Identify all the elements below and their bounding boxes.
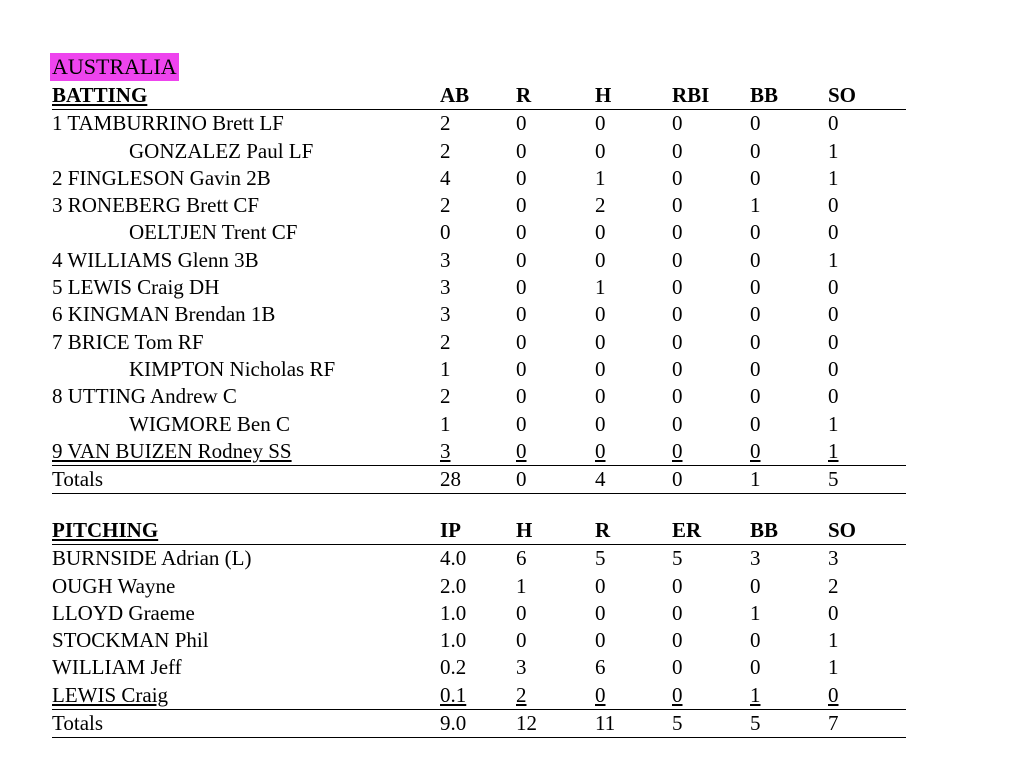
totals-cell: 5 xyxy=(672,711,683,736)
pitching-column-header: BB xyxy=(750,518,779,542)
stat-cell: 2 xyxy=(440,193,451,218)
batting-column-header: SO xyxy=(828,83,857,107)
stat-cell: 0 xyxy=(828,111,839,136)
team-name: AUSTRALIA xyxy=(52,54,177,79)
totals-cell: 11 xyxy=(595,711,616,736)
batting-row xyxy=(52,383,906,410)
pitching-title: PITCHING xyxy=(52,518,159,542)
stat-cell: 1 xyxy=(595,165,606,190)
totals-cell: 0 xyxy=(516,467,527,492)
stat-cell: 1 xyxy=(750,682,761,707)
stat-cell: 0 xyxy=(750,573,761,598)
stat-cell: 0 xyxy=(516,302,527,327)
stat-cell: 1 xyxy=(750,600,761,625)
totals-cell: 5 xyxy=(750,711,761,736)
stat-cell: 0 xyxy=(672,111,683,136)
stat-cell: 0 xyxy=(828,682,839,707)
stat-cell: 0 xyxy=(516,438,527,463)
batting-column-header: AB xyxy=(440,83,470,107)
stat-cell: 6 xyxy=(595,655,606,680)
player-name: 2 FINGLESON Gavin 2B xyxy=(52,165,271,190)
stat-cell: 0 xyxy=(750,384,761,409)
stat-cell: 4.0 xyxy=(440,546,467,571)
stat-cell: 1 xyxy=(828,165,839,190)
stat-cell: 0 xyxy=(750,165,761,190)
totals-cell: 0 xyxy=(672,467,683,492)
stat-cell: 0 xyxy=(750,220,761,245)
stat-cell: 0 xyxy=(595,600,606,625)
stat-cell: 0 xyxy=(672,275,683,300)
stat-cell: 1 xyxy=(750,193,761,218)
stat-cell: 0 xyxy=(828,329,839,354)
pitching-column-header: SO xyxy=(828,518,857,542)
stat-cell: 0 xyxy=(672,573,683,598)
stat-cell: 0 xyxy=(750,138,761,163)
stat-cell: 2 xyxy=(440,384,451,409)
batting-title: BATTING xyxy=(52,83,148,107)
stat-cell: 0 xyxy=(828,193,839,218)
stat-cell: 1 xyxy=(828,628,839,653)
player-name: WILLIAM Jeff xyxy=(52,655,182,680)
stat-cell: 2 xyxy=(516,682,527,707)
totals-label: Totals xyxy=(52,467,104,492)
stat-cell: 0 xyxy=(750,302,761,327)
stat-cell: 0 xyxy=(516,329,527,354)
stat-cell: 0 xyxy=(672,193,683,218)
player-name: OUGH Wayne xyxy=(52,573,176,598)
stat-cell: 2 xyxy=(440,138,451,163)
stat-cell: 3 xyxy=(828,546,839,571)
stat-cell: 0 xyxy=(516,111,527,136)
stat-cell: 0 xyxy=(750,356,761,381)
stat-cell: 0.2 xyxy=(440,655,467,680)
player-name: 6 KINGMAN Brendan 1B xyxy=(52,302,276,327)
stat-cell: 0 xyxy=(595,411,606,436)
stat-cell: 3 xyxy=(440,247,451,272)
pitching-column-header: ER xyxy=(672,518,702,542)
stat-cell: 1 xyxy=(595,275,606,300)
stat-cell: 1 xyxy=(828,438,839,463)
batting-column-header: BB xyxy=(750,83,779,107)
pitching-column-header: H xyxy=(516,518,533,542)
stat-cell: 0 xyxy=(828,220,839,245)
stat-cell: 2 xyxy=(828,573,839,598)
batting-column-header: H xyxy=(595,83,612,107)
stat-cell: 0 xyxy=(516,628,527,653)
stat-cell: 3 xyxy=(440,302,451,327)
stat-cell: 6 xyxy=(516,546,527,571)
stat-cell: 0 xyxy=(595,384,606,409)
stat-cell: 3 xyxy=(440,275,451,300)
totals-cell: 5 xyxy=(828,467,839,492)
stat-cell: 0 xyxy=(672,329,683,354)
player-name: 1 TAMBURRINO Brett LF xyxy=(52,111,284,136)
batting-row xyxy=(52,247,906,274)
pitching-row xyxy=(52,573,906,600)
player-name: BURNSIDE Adrian (L) xyxy=(52,546,252,571)
batting-row xyxy=(52,138,906,165)
stat-cell: 2.0 xyxy=(440,573,467,598)
player-name: LEWIS Craig xyxy=(52,682,169,707)
totals-cell: 7 xyxy=(828,711,839,736)
stat-cell: 2 xyxy=(440,329,451,354)
player-name: 8 UTTING Andrew C xyxy=(52,384,237,409)
pitching-row xyxy=(52,627,906,654)
batting-totals-row xyxy=(52,465,906,494)
batting-row xyxy=(52,165,906,192)
player-name: 7 BRICE Tom RF xyxy=(52,329,204,354)
stat-cell: 0 xyxy=(672,600,683,625)
batting-row xyxy=(52,411,906,438)
player-name: STOCKMAN Phil xyxy=(52,628,209,653)
stat-cell: 0 xyxy=(440,220,451,245)
stat-cell: 0 xyxy=(750,329,761,354)
batting-header-row xyxy=(52,82,906,110)
stat-cell: 0 xyxy=(672,411,683,436)
stat-cell: 0 xyxy=(750,111,761,136)
stat-cell: 0 xyxy=(595,138,606,163)
stat-cell: 2 xyxy=(595,193,606,218)
stat-cell: 0 xyxy=(595,329,606,354)
pitching-header-row xyxy=(52,517,906,545)
stat-cell: 1 xyxy=(828,411,839,436)
stat-cell: 3 xyxy=(750,546,761,571)
stat-cell: 0 xyxy=(750,275,761,300)
stat-cell: 0 xyxy=(516,220,527,245)
pitching-table xyxy=(52,517,906,738)
batting-table xyxy=(52,82,906,494)
pitching-row xyxy=(52,654,906,681)
batting-row xyxy=(52,274,906,301)
stat-cell: 1 xyxy=(440,411,451,436)
stat-cell: 0 xyxy=(750,655,761,680)
stat-cell: 0 xyxy=(516,247,527,272)
stat-cell: 0 xyxy=(595,220,606,245)
batting-row xyxy=(52,438,906,465)
stat-cell: 0 xyxy=(672,655,683,680)
stat-cell: 3 xyxy=(440,438,451,463)
stat-cell: 0.1 xyxy=(440,682,467,707)
totals-cell: 12 xyxy=(516,711,537,736)
stat-cell: 0 xyxy=(595,247,606,272)
stat-cell: 0 xyxy=(828,275,839,300)
stat-cell: 0 xyxy=(672,220,683,245)
pitching-column-header: IP xyxy=(440,518,461,542)
totals-cell: 1 xyxy=(750,467,761,492)
totals-cell: 4 xyxy=(595,467,606,492)
batting-row xyxy=(52,219,906,246)
stat-cell: 0 xyxy=(672,138,683,163)
stat-cell: 1.0 xyxy=(440,628,467,653)
stat-cell: 0 xyxy=(828,356,839,381)
batting-row xyxy=(52,301,906,328)
player-name: GONZALEZ Paul LF xyxy=(129,138,314,163)
player-name: WIGMORE Ben C xyxy=(129,411,290,436)
stat-cell: 0 xyxy=(595,111,606,136)
stat-cell: 0 xyxy=(672,165,683,190)
stat-cell: 0 xyxy=(672,302,683,327)
stat-cell: 0 xyxy=(516,193,527,218)
batting-row xyxy=(52,329,906,356)
stat-cell: 0 xyxy=(750,628,761,653)
stat-cell: 0 xyxy=(828,302,839,327)
stat-cell: 0 xyxy=(672,356,683,381)
stat-cell: 0 xyxy=(672,682,683,707)
stat-cell: 1 xyxy=(828,655,839,680)
player-name: LLOYD Graeme xyxy=(52,600,195,625)
stat-cell: 0 xyxy=(672,384,683,409)
player-name: 9 VAN BUIZEN Rodney SS xyxy=(52,438,292,463)
player-name: OELTJEN Trent CF xyxy=(129,220,298,245)
stat-cell: 1.0 xyxy=(440,600,467,625)
stat-cell: 0 xyxy=(516,356,527,381)
stat-cell: 1 xyxy=(516,573,527,598)
stat-cell: 5 xyxy=(672,546,683,571)
batting-row xyxy=(52,192,906,219)
pitching-row xyxy=(52,545,906,572)
player-name: 5 LEWIS Craig DH xyxy=(52,275,220,300)
batting-column-header: R xyxy=(516,83,532,107)
stat-cell: 3 xyxy=(516,655,527,680)
stat-cell: 0 xyxy=(750,411,761,436)
pitching-column-header: R xyxy=(595,518,611,542)
stat-cell: 0 xyxy=(595,573,606,598)
batting-column-header: RBI xyxy=(672,83,710,107)
stat-cell: 0 xyxy=(595,438,606,463)
player-name: 4 WILLIAMS Glenn 3B xyxy=(52,247,259,272)
stat-cell: 0 xyxy=(595,302,606,327)
stat-cell: 0 xyxy=(750,438,761,463)
stat-cell: 0 xyxy=(828,600,839,625)
stat-cell: 0 xyxy=(516,165,527,190)
stat-cell: 5 xyxy=(595,546,606,571)
stat-cell: 0 xyxy=(516,275,527,300)
stat-cell: 2 xyxy=(440,111,451,136)
totals-cell: 28 xyxy=(440,467,461,492)
stat-cell: 0 xyxy=(828,384,839,409)
stat-cell: 1 xyxy=(828,138,839,163)
stat-cell: 0 xyxy=(516,411,527,436)
player-name: 3 RONEBERG Brett CF xyxy=(52,193,260,218)
stat-cell: 0 xyxy=(672,628,683,653)
stat-cell: 1 xyxy=(828,247,839,272)
stat-cell: 0 xyxy=(595,628,606,653)
totals-label: Totals xyxy=(52,711,104,736)
stat-cell: 0 xyxy=(750,247,761,272)
pitching-totals-row xyxy=(52,709,906,738)
player-name: KIMPTON Nicholas RF xyxy=(129,356,336,381)
stat-cell: 0 xyxy=(672,438,683,463)
stat-cell: 0 xyxy=(672,247,683,272)
stat-cell: 0 xyxy=(595,356,606,381)
stat-cell: 4 xyxy=(440,165,451,190)
pitching-row xyxy=(52,600,906,627)
stat-cell: 0 xyxy=(516,384,527,409)
pitching-row xyxy=(52,682,906,709)
totals-cell: 9.0 xyxy=(440,711,467,736)
stat-cell: 1 xyxy=(440,356,451,381)
batting-row xyxy=(52,356,906,383)
stat-cell: 0 xyxy=(595,682,606,707)
batting-row xyxy=(52,110,906,137)
stat-cell: 0 xyxy=(516,600,527,625)
stat-cell: 0 xyxy=(516,138,527,163)
